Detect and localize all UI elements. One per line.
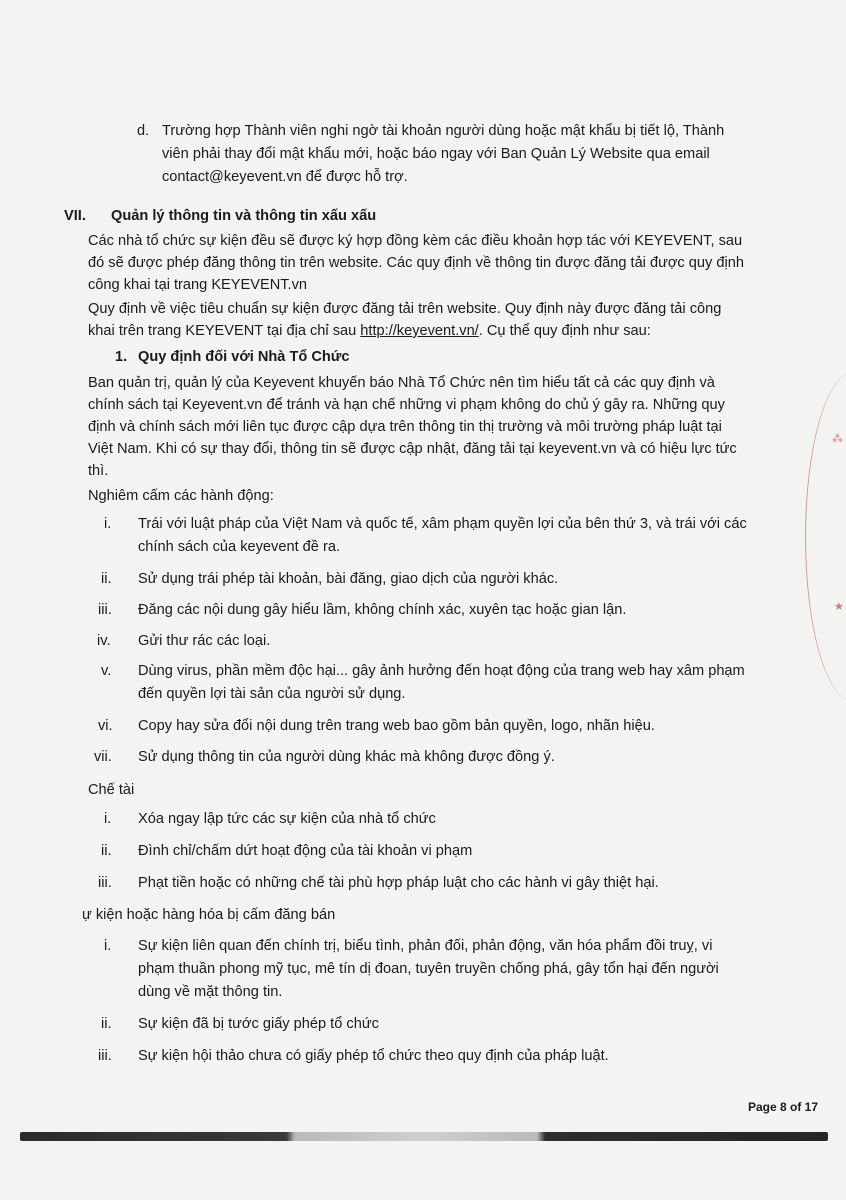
- banned-item-i-line-1: Sự kiện liên quan đến chính trị, biểu tình, phản đối, phản động, văn hóa phẩm đồi truỵ, vi: [138, 938, 713, 954]
- section-heading: Quản lý thông tin và thông tin xấu xấu: [111, 208, 377, 224]
- prohibited-item-vi: Copy hay sửa đổi nội dung trên trang web bao gồm bản quyền, logo, nhãn hiệu.: [138, 718, 655, 734]
- banned-marker-ii: ii.: [101, 1016, 112, 1032]
- item-d-line-3: contact@keyevent.vn để được hỗ trợ.: [162, 169, 408, 185]
- prohibited-item-i-line-1: Trái với luật pháp của Việt Nam và quốc tế, xâm phạm quyền lợi của bên thứ 3, và trái với các: [138, 516, 747, 532]
- prohibited-item-v-line-1: Dùng virus, phần mềm độc hại... gây ảnh hưởng đến hoạt động của trang web hay xâm phạm: [138, 663, 745, 679]
- stamp-seal: [805, 372, 846, 702]
- section-para2-line-2: [88, 320, 651, 342]
- prohibited-marker-iv: iv.: [97, 633, 111, 649]
- prohibited-marker-i: i.: [104, 516, 112, 532]
- section-para1-line-3: công khai tại trang KEYEVENT.vn: [88, 277, 308, 293]
- banned-item-ii: Sự kiện đã bị tước giấy phép tổ chức: [138, 1016, 379, 1032]
- sanctions-label: Chế tài: [88, 782, 135, 798]
- prohibited-item-ii: Sử dụng trái phép tài khoản, bài đăng, giao dịch của người khác.: [138, 571, 559, 587]
- sanctions-marker-ii: ii.: [101, 843, 112, 859]
- subsection-number: 1.: [115, 349, 128, 365]
- section-number: VII.: [64, 208, 86, 224]
- section-para2-line-1: Quy định về việc tiêu chuẩn sự kiện được đăng tải trên website. Quy định này được đăng tải công: [88, 301, 722, 317]
- sub1-para-line-4: Việt Nam. Khi có sự thay đổi, thông tin sẽ được cập nhật, đăng tải tại keyevent.vn và có hiệu lực tức: [88, 441, 737, 457]
- prohibited-item-iv: Gửi thư rác các loại.: [138, 633, 271, 649]
- prohibited-item-iii: Đăng các nội dung gây hiểu lầm, không chính xác, xuyên tạc hoặc gian lận.: [138, 602, 627, 618]
- banned-item-i-line-3: dùng về mặt thông tin.: [138, 984, 283, 1000]
- banned-item-i-line-2: phạm thuần phong mỹ tục, mê tín dị đoan, tuyên truyền chống phá, gây tổn hại đến người: [138, 961, 719, 977]
- prohibited-marker-ii: ii.: [101, 571, 112, 587]
- prohibited-marker-v: v.: [101, 663, 112, 679]
- stamp-mark: ⁂: [832, 433, 843, 445]
- section-para2-suffix: . Cụ thể quy định như sau:: [478, 323, 651, 339]
- sub1-para-line-1: Ban quản trị, quản lý của Keyevent khuyến báo Nhà Tổ Chức nên tìm hiểu tất cả các quy định và: [88, 375, 715, 391]
- sanctions-item-ii: Đình chỉ/chấm dứt hoạt động của tài khoản vi phạm: [138, 843, 473, 859]
- prohibited-item-vii: Sử dụng thông tin của người dùng khác mà không được đồng ý.: [138, 749, 555, 765]
- sanctions-item-iii: Phạt tiền hoặc có những chế tài phù hợp pháp luật cho các hành vi gây thiệt hại.: [138, 875, 659, 891]
- stamp-star-icon: ★: [834, 601, 844, 613]
- prohibited-label: Nghiêm cấm các hành động:: [88, 488, 274, 504]
- footer-rule: [20, 1132, 828, 1141]
- item-d-line-1: Trường hợp Thành viên nghi ngờ tài khoản người dùng hoặc mật khẩu bị tiết lộ, Thành: [162, 123, 725, 139]
- keyevent-link[interactable]: http://keyevent.vn/: [360, 323, 479, 339]
- prohibited-marker-vii: vii.: [94, 749, 112, 765]
- banned-marker-i: i.: [104, 938, 112, 954]
- prohibited-item-i-line-2: chính sách của keyevent đề ra.: [138, 539, 341, 555]
- item-d-line-2: viên phải thay đổi mật khẩu mới, hoặc báo ngay với Ban Quản Lý Website qua email: [162, 146, 710, 162]
- page-number: Page 8 of 17: [748, 1100, 819, 1114]
- sub1-para-line-3: định và chính sách mới liên tục được cập dựa trên thông tin thị trường và môi trường pháp luật tại: [88, 419, 722, 435]
- sub1-para-line-5: thì.: [88, 463, 109, 479]
- sanctions-marker-iii: iii.: [98, 875, 112, 891]
- sanctions-item-i: Xóa ngay lập tức các sự kiện của nhà tổ chức: [138, 811, 436, 827]
- prohibited-marker-iii: iii.: [98, 602, 112, 618]
- section-para1-line-1: Các nhà tổ chức sự kiện đều sẽ được ký hợp đồng kèm các điều khoản hợp tác với KEYEVENT, sau: [88, 233, 743, 249]
- prohibited-marker-vi: vi.: [98, 718, 113, 734]
- prohibited-item-v-line-2: đến quyền lợi tài sản của người sử dụng.: [138, 686, 406, 702]
- section-para1-line-2: đó sẽ được phép đăng thông tin trên website. Các quy định về thông tin được đăng tải được quy định: [88, 255, 744, 271]
- banned-marker-iii: iii.: [98, 1048, 112, 1064]
- banned-item-iii: Sự kiện hội thảo chưa có giấy phép tổ chức theo quy định của pháp luật.: [138, 1048, 609, 1064]
- sanctions-marker-i: i.: [104, 811, 112, 827]
- banned-label: ự kiện hoặc hàng hóa bị cấm đăng bán: [82, 907, 336, 923]
- list-marker-d: d.: [137, 123, 150, 139]
- sub1-para-line-2: chính sách tại Keyevent.vn để tránh và hạn chế những vi phạm không do chủ ý gây ra. Những quy: [88, 397, 725, 413]
- subsection-heading: Quy định đối với Nhà Tổ Chức: [138, 349, 350, 365]
- section-para2-prefix: khai trên trang KEYEVENT tại địa chỉ sau: [88, 323, 361, 339]
